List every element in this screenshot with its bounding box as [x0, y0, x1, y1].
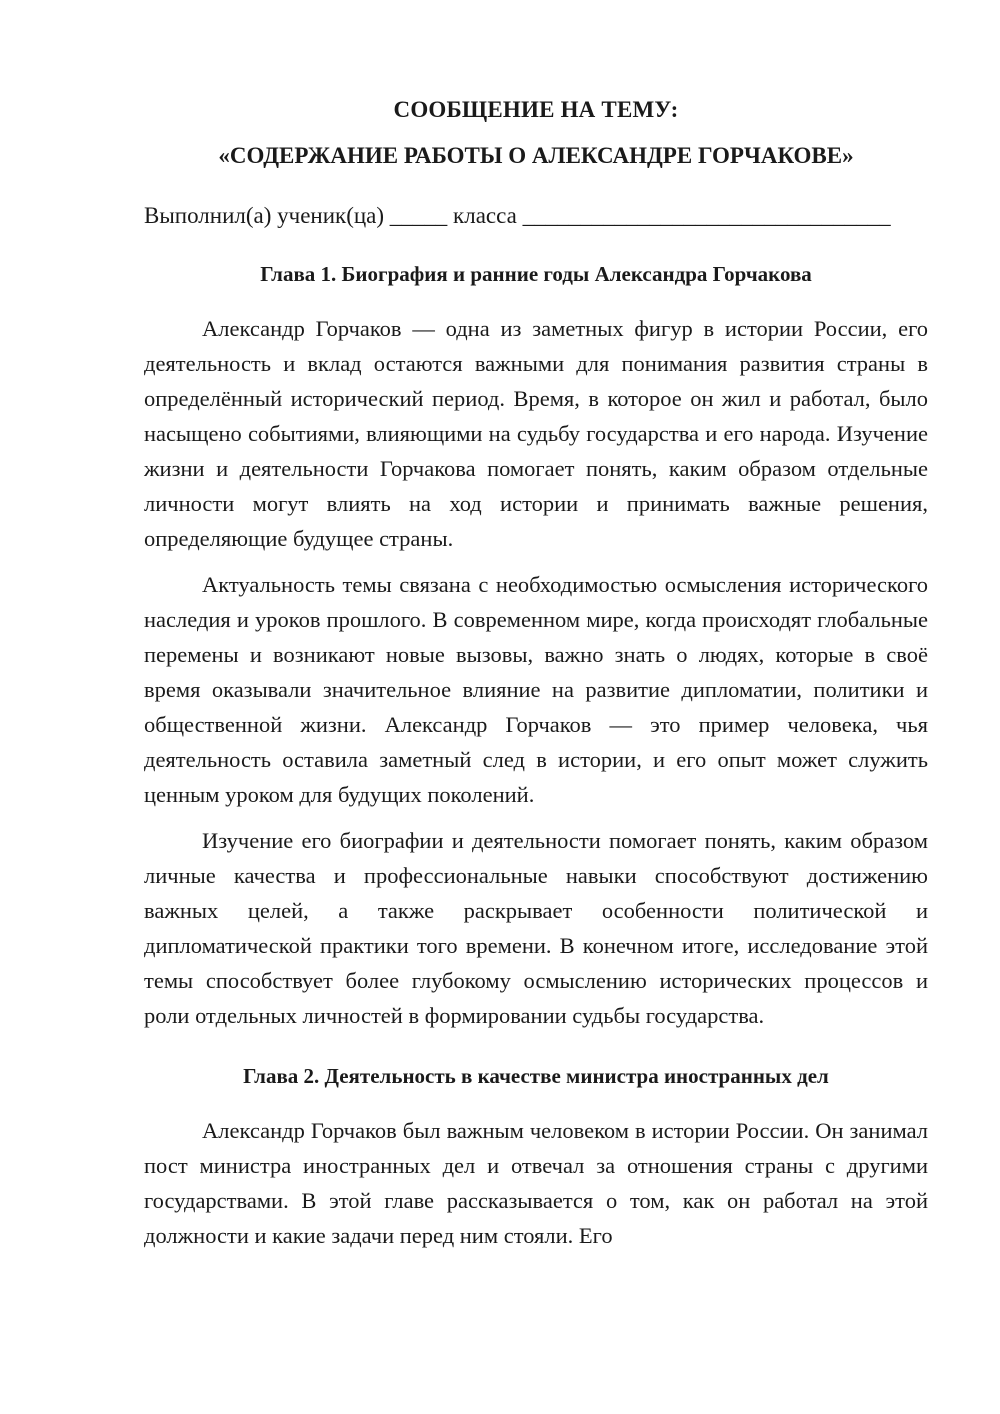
- chapter-2: [144, 1059, 928, 1253]
- chapter-1: [144, 257, 928, 1033]
- author-line: Выполнил(а) ученик(ца) _____ класса ________________________________: [144, 203, 891, 228]
- document-page: [144, 92, 928, 1253]
- chapter-1-paragraph-1: Александр Горчаков — одна из заметных фигур в истории России, его деятельность и вклад остаются важными для понимания развития страны в определённый исторический период. Время, в которое он жил и работал, было насыщено событиями, влияющими на судьбу государства и его народа. Изучение жизни и деятельности Горчакова помогает понять, каким образом отдельные личности могут влиять на ход истории и принимать важные решения, определяющие будущее страны.: [144, 316, 928, 551]
- chapter-1-paragraph-3: Изучение его биографии и деятельности помогает понять, каким образом личные качества и профессиональные навыки способствуют достижению важных целей, а также раскрывает особенности политической и дипломатической практики того времени. В конечном итоге, исследование этой темы способствует более глубокому осмыслению исторических процессов и роли отдельных личностей в формировании судьбы государства.: [144, 828, 928, 1028]
- document-title-line1: СООБЩЕНИЕ НА ТЕМУ:: [393, 97, 679, 122]
- chapter-2-heading: Глава 2. Деятельность в качестве министра иностранных дел: [243, 1064, 829, 1088]
- chapter-1-heading: Глава 1. Биография и ранние годы Александра Горчакова: [260, 262, 812, 286]
- document-title-line2: «СОДЕРЖАНИЕ РАБОТЫ О АЛЕКСАНДРЕ ГОРЧАКОВЕ»: [218, 143, 854, 168]
- chapter-2-paragraph-1: Александр Горчаков был важным человеком в истории России. Он занимал пост министра иностранных дел и отвечал за отношения страны с другими государствами. В этой главе рассказывается о том, как он работал на этой должности и какие задачи перед ним стояли. Его: [144, 1118, 928, 1248]
- chapter-1-paragraph-2: Актуальность темы связана с необходимостью осмысления исторического наследия и уроков прошлого. В современном мире, когда происходят глобальные перемены и возникают новые вызовы, важно знать о людях, которые в своё время оказывали значительное влияние на развитие дипломатии, политики и общественной жизни. Александр Горчаков — это пример человека, чья деятельность оставила заметный след в истории, и его опыт может служить ценным уроком для будущих поколений.: [144, 572, 928, 807]
